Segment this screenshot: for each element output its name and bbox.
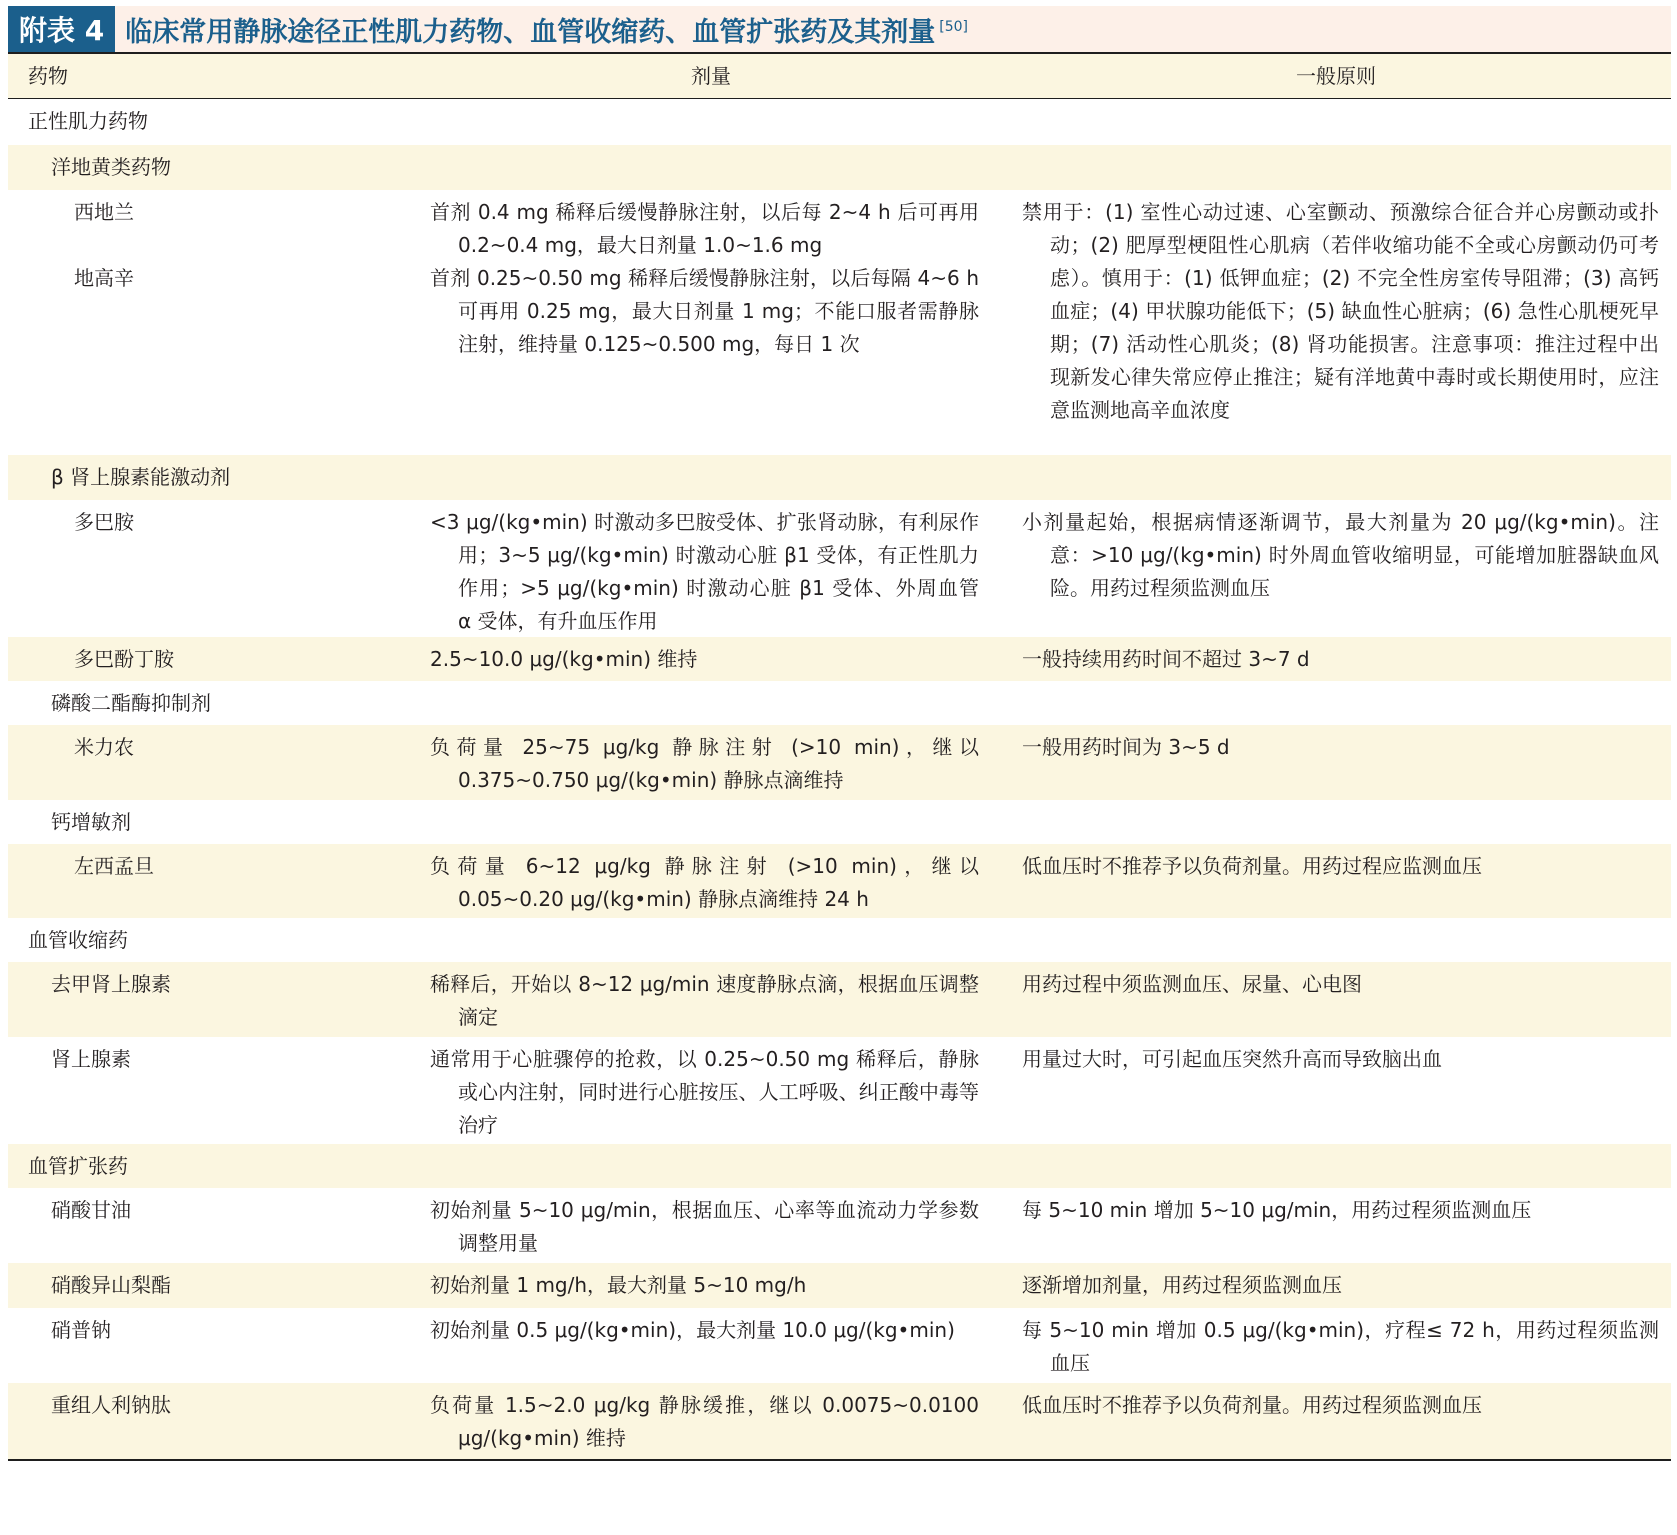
table-row (8, 725, 1671, 800)
table-row (8, 500, 1671, 637)
principle-norepinephrine: 用药过程中须监测血压、尿量、心电图 (1022, 972, 1362, 996)
dose-cedilanid: 首剂 0.4 mg 稀释后缓慢静脉注射，以后每 2~4 h 后可再用 0.2~0.4 mg，最大日剂量 1.0~1.6 mg (430, 200, 979, 257)
dose-norepinephrine: 稀释后，开始以 8~12 μg/min 速度静脉点滴，根据血压调整滴定 (430, 972, 979, 1029)
subsection-pde: 磷酸二酯酶抑制剂 (51, 691, 211, 715)
drug-dopamine: 多巴胺 (74, 510, 134, 534)
drug-epinephrine: 肾上腺素 (51, 1047, 131, 1071)
principle-epinephrine: 用量过大时，可引起血压突然升高而导致脑出血 (1022, 1047, 1442, 1071)
principle-isosorbide: 逐渐增加剂量，用药过程须监测血压 (1022, 1273, 1342, 1297)
drug-dobutamine: 多巴酚丁胺 (74, 647, 174, 671)
drug-cedilanid: 西地兰 (74, 200, 134, 224)
table-row (8, 637, 1671, 681)
table-row (8, 962, 1671, 1037)
section-vasodilators: 血管扩张药 (28, 1154, 128, 1178)
table-row (8, 1263, 1671, 1308)
dose-isosorbide: 初始剂量 1 mg/h，最大剂量 5~10 mg/h (430, 1273, 807, 1297)
section-vasoconstrictors: 血管收缩药 (28, 928, 128, 952)
table-row-digitalis-group (8, 190, 1671, 455)
table-title-text: 临床常用静脉途径正性肌力药物、血管收缩药、血管扩张药及其剂量 (125, 16, 936, 48)
principle-levosimendan: 低血压时不推荐予以负荷剂量。用药过程应监测血压 (1022, 854, 1482, 878)
dose-digoxin: 首剂 0.25~0.50 mg 稀释后缓慢静脉注射，以后每隔 4~6 h 可再用 0.25 mg，最大日剂量 1 mg；不能口服者需静脉注射，维持量 0.125~0.500 mg，每日 1 次 (430, 266, 979, 356)
section-inotropes: 正性肌力药物 (28, 109, 148, 133)
table-row (8, 844, 1671, 918)
dose-nitroglycerin: 初始剂量 5~10 μg/min，根据血压、心率等血流动力学参数调整用量 (430, 1198, 979, 1255)
principle-digitalis: 禁用于：(1) 室性心动过速、心室颤动、预激综合征合并心房颤动或扑动；(2) 肥厚型梗阻性心肌病（若伴收缩功能不全或心房颤动仍可考虑）。慎用于：(1) 低钾血症；(2) 不完全性房室传导阻滞；(3) 高钙血症；(4) 甲状腺功能低下；(5) 缺血性心脏病；(6) 急性心肌梗死早期；(7) 活动性心肌炎；(8) 肾功能损害。注意事项：推注过程中出现新发心律失常应停止推注；疑有洋地黄中毒时或长期使用时，应注意监测地高辛血浓度 (1022, 200, 1659, 422)
table-row (8, 1383, 1671, 1459)
table-row (8, 1188, 1671, 1263)
section-row (8, 99, 1671, 145)
principle-nitroglycerin: 每 5~10 min 增加 5~10 μg/min，用药过程须监测血压 (1022, 1198, 1532, 1222)
drug-dosage-table (8, 52, 1671, 1461)
subsection-digitalis: 洋地黄类药物 (51, 155, 171, 179)
table-number-tag: 附表 4 (8, 6, 115, 52)
drug-digoxin: 地高辛 (74, 266, 134, 290)
citation: [50] (939, 18, 968, 35)
section-row (8, 1144, 1671, 1188)
col-header-dose: 剂量 (691, 63, 731, 88)
table-row (8, 1037, 1671, 1144)
drug-norepinephrine: 去甲肾上腺素 (51, 972, 171, 996)
drug-nitroglycerin: 硝酸甘油 (51, 1198, 131, 1222)
drug-milrinone: 米力农 (74, 735, 134, 759)
table-title-bar (8, 6, 1671, 52)
dose-milrinone: 负荷量 25~75 μg/kg 静脉注射 (>10 min)，继以 0.375~0.750 μg/(kg•min) 静脉点滴维持 (430, 735, 979, 792)
principle-nesiritide: 低血压时不推荐予以负荷剂量。用药过程须监测血压 (1022, 1393, 1482, 1417)
subsection-row (8, 681, 1671, 725)
table-header-row (8, 54, 1671, 99)
dose-levosimendan: 负荷量 6~12 μg/kg 静脉注射 (>10 min)，继以 0.05~0.20 μg/(kg•min) 静脉点滴维持 24 h (430, 854, 979, 911)
table-title (125, 10, 968, 49)
section-row (8, 918, 1671, 962)
col-header-drug: 药物 (28, 63, 68, 88)
drug-nitroprusside: 硝普钠 (51, 1318, 111, 1342)
dose-dobutamine: 2.5~10.0 μg/(kg•min) 维持 (430, 647, 698, 671)
subsection-calcium: 钙增敏剂 (51, 810, 131, 834)
table-row (8, 1308, 1671, 1383)
principle-nitroprusside: 每 5~10 min 增加 0.5 μg/(kg•min)，疗程≤ 72 h，用药过程须监测血压 (1022, 1318, 1659, 1375)
drug-levosimendan: 左西孟旦 (74, 854, 154, 878)
subsection-beta: β 肾上腺素能激动剂 (51, 465, 231, 489)
subsection-row (8, 800, 1671, 844)
dose-nitroprusside: 初始剂量 0.5 μg/(kg•min)，最大剂量 10.0 μg/(kg•min) (430, 1318, 955, 1342)
principle-milrinone: 一般用药时间为 3~5 d (1022, 735, 1230, 759)
dose-epinephrine: 通常用于心脏骤停的抢救，以 0.25~0.50 mg 稀释后，静脉或心内注射，同时进行心脏按压、人工呼吸、纠正酸中毒等治疗 (430, 1047, 979, 1137)
subsection-row (8, 145, 1671, 190)
drug-nesiritide: 重组人利钠肽 (51, 1393, 171, 1417)
dose-dopamine: <3 μg/(kg•min) 时激动多巴胺受体、扩张肾动脉，有利尿作用；3~5 μg/(kg•min) 时激动心脏 β1 受体，有正性肌力作用；>5 μg/(kg•min) 时激动心脏 β1 受体、外周血管 α 受体，有升血压作用 (430, 510, 979, 633)
subsection-row (8, 455, 1671, 500)
drug-isosorbide: 硝酸异山梨酯 (51, 1273, 171, 1297)
principle-dobutamine: 一般持续用药时间不超过 3~7 d (1022, 647, 1310, 671)
col-header-principle: 一般原则 (1296, 63, 1376, 88)
principle-dopamine: 小剂量起始，根据病情逐渐调节，最大剂量为 20 μg/(kg•min)。注意：>10 μg/(kg•min) 时外周血管收缩明显，可能增加脏器缺血风险。用药过程须监测血压 (1022, 510, 1659, 600)
dose-nesiritide: 负荷量 1.5~2.0 μg/kg 静脉缓推，继以 0.0075~0.0100 μg/(kg•min) 维持 (430, 1393, 979, 1450)
